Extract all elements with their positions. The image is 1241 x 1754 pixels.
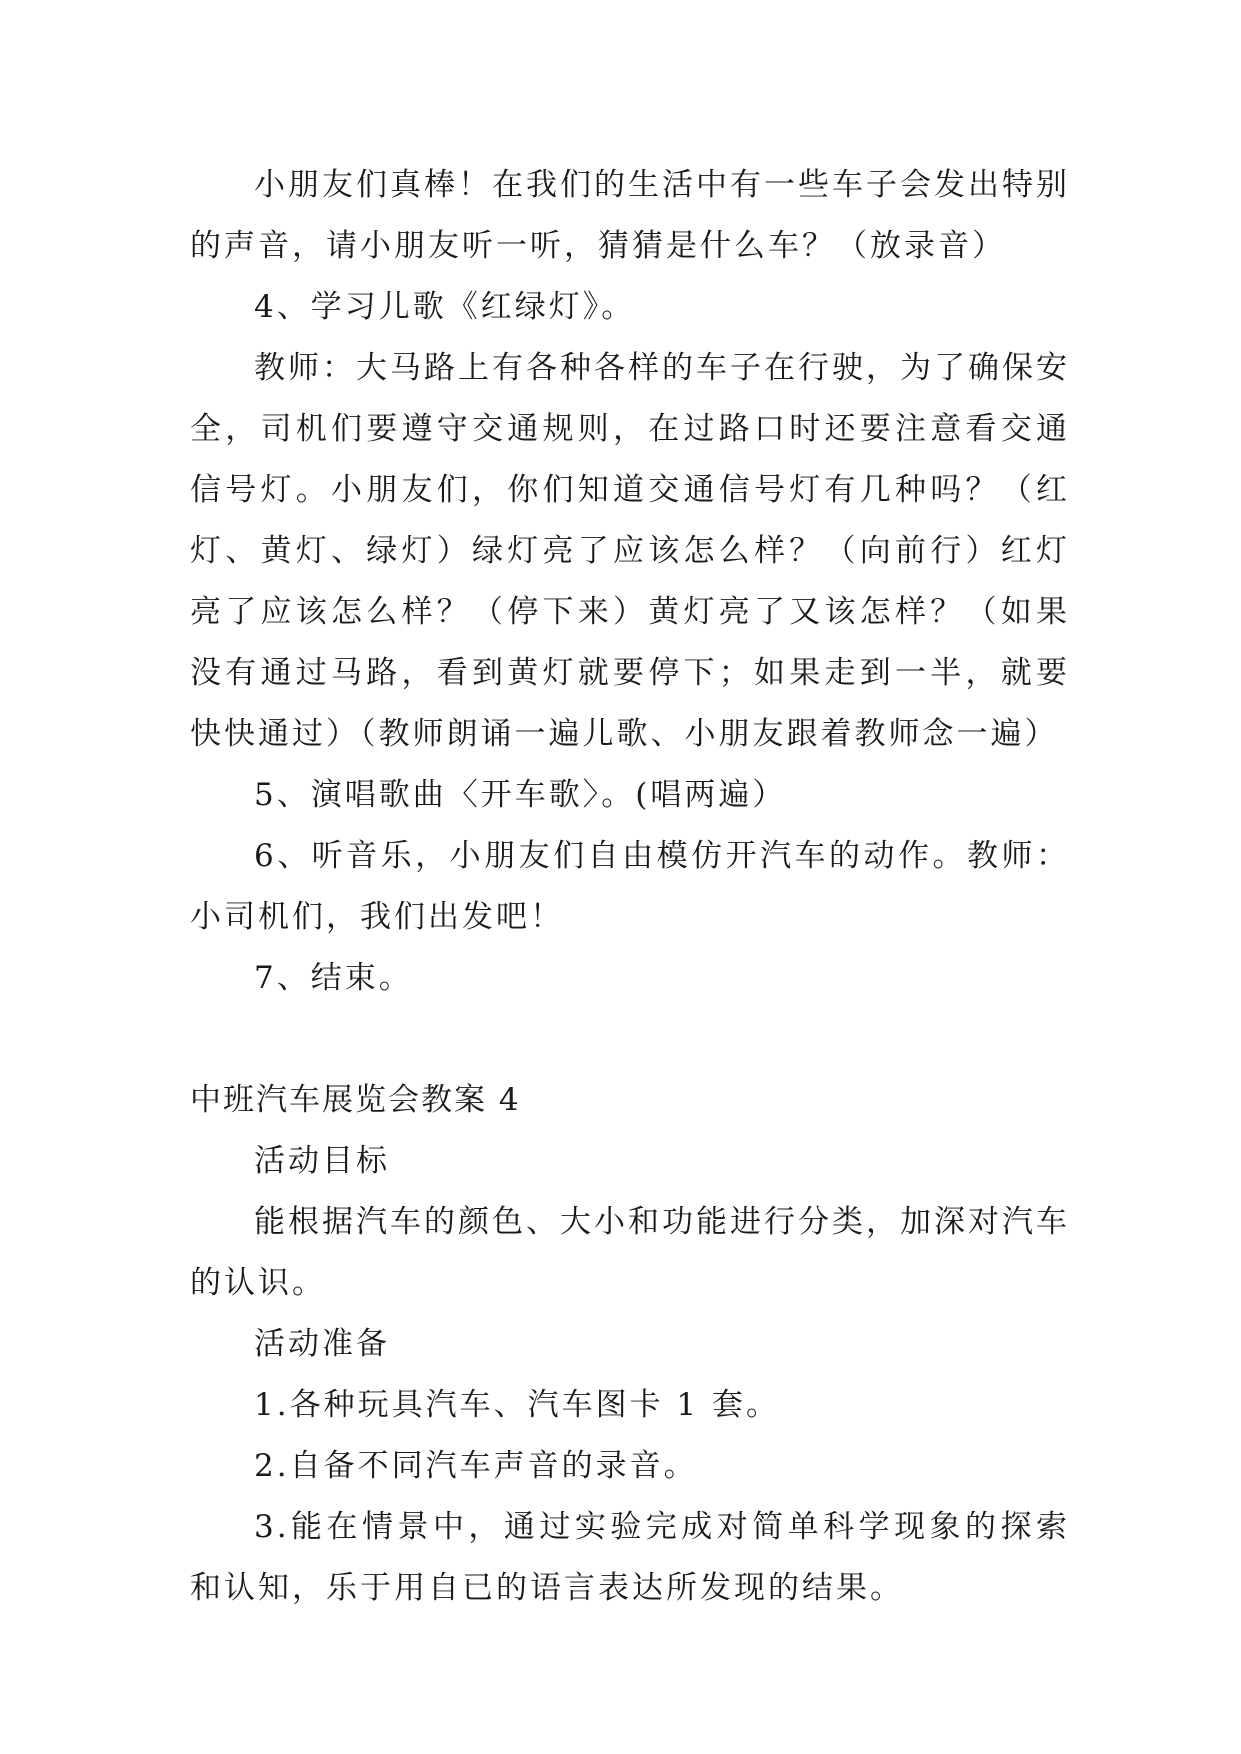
section-title: 中班汽车展览会教案 4	[190, 1082, 521, 1118]
paragraph-prep-1: 1.各种玩具汽车、汽车图卡 1 套。	[254, 1387, 781, 1423]
paragraph-step-5: 5、演唱歌曲〈开车歌〉。(唱两遍）	[254, 777, 787, 813]
paragraph-prep-2: 2.自备不同汽车声音的录音。	[254, 1448, 698, 1484]
heading-activity-preparation: 活动准备	[254, 1326, 390, 1362]
paragraph-step-7: 7、结束。	[254, 960, 413, 996]
paragraph-activity-goal: 能根据汽车的颜色、大小和功能进行分类，加深对汽车的认识。	[190, 1204, 1070, 1301]
paragraph-teacher-traffic-lights: 教师：大马路上有各种各样的车子在行驶，为了确保安全，司机们要遵守交通规则，在过路口时还要注意看交通信号灯。小朋友们，你们知道交通信号灯有几种吗？（红灯、黄灯、绿灯）绿灯亮了应该怎么样？（向前行）红灯亮了应该怎么样？（停下来）黄灯亮了又该怎样？（如果没有通过马路，看到黄灯就要停下；如果走到一半，就要快快通过）（教师朗诵一遍儿歌、小朋友跟着教师念一遍）	[190, 350, 1070, 752]
section-spacer	[190, 1009, 1070, 1070]
paragraph-prep-3: 3.能在情景中，通过实验完成对简单科学现象的探索和认知，乐于用自已的语言表达所发现的结果。	[190, 1509, 1070, 1606]
heading-activity-goal: 活动目标	[254, 1143, 390, 1179]
paragraph-step-6: 6、听音乐，小朋友们自由模仿开汽车的动作。教师：小司机们，我们出发吧！	[190, 838, 1070, 935]
paragraph-intro-sounds: 小朋友们真棒！在我们的生活中有一些车子会发出特别的声音，请小朋友听一听，猜猜是什么车？（放录音）	[190, 167, 1070, 264]
document-page	[190, 155, 1070, 1619]
paragraph-step-4: 4、学习儿歌《红绿灯》。	[254, 289, 636, 325]
